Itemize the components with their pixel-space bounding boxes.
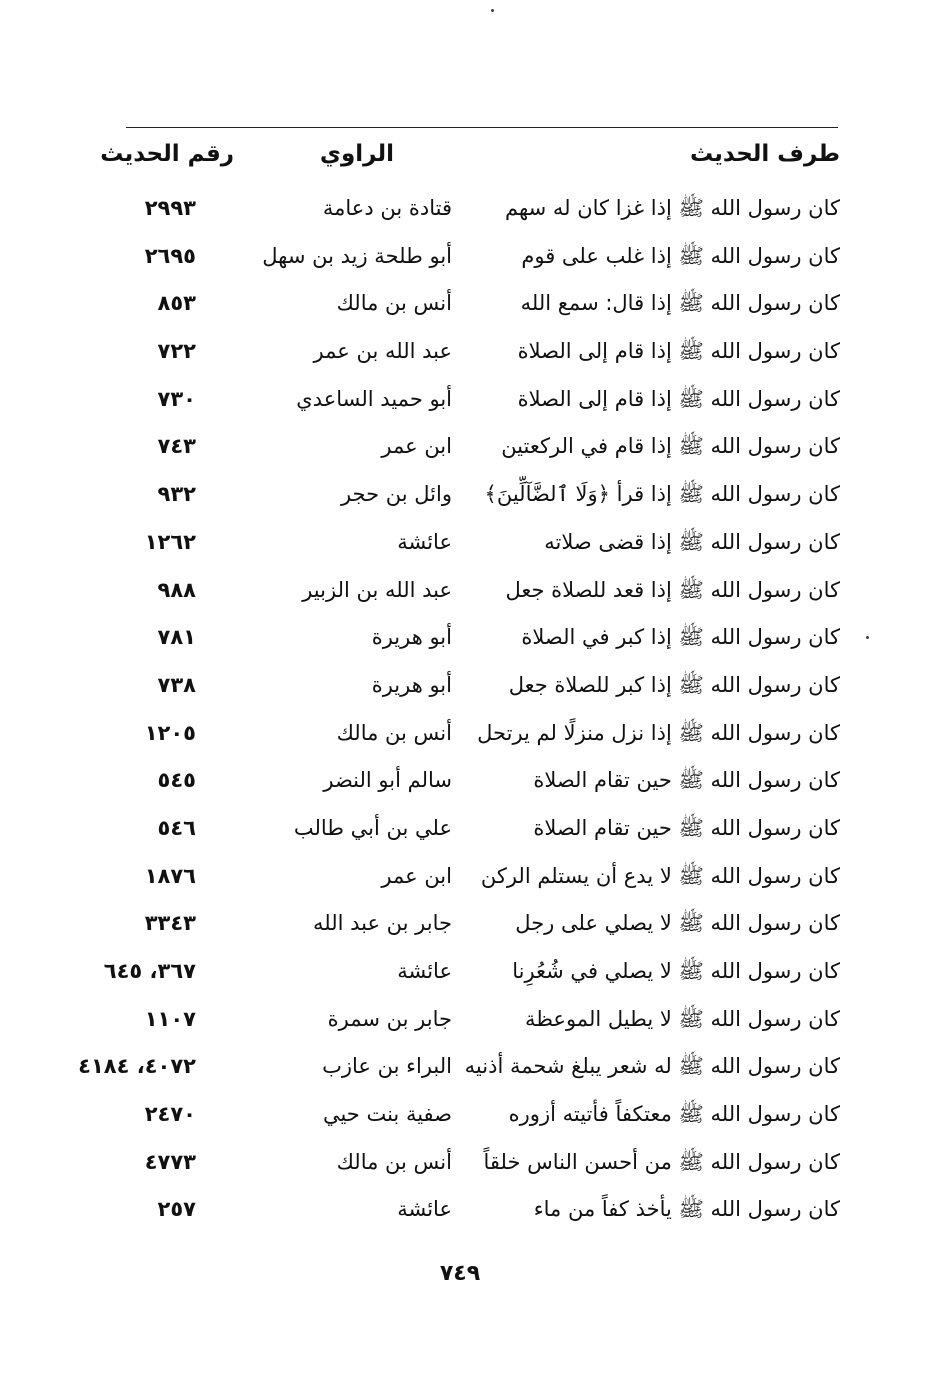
narrator: عائشة (397, 1197, 452, 1222)
hadith-phrase: كان رسول الله ﷺ إذا كبر في الصلاة (521, 625, 840, 650)
hadith-number: ٤٠٧٢، ٤١٨٤ (78, 1054, 196, 1079)
hadith-number: ٢٥٧ (157, 1197, 196, 1222)
hadith-number: ٥٤٥ (157, 768, 196, 793)
hadith-number: ٢٤٧٠ (144, 1102, 196, 1127)
narrator: أنس بن مالك (336, 720, 452, 745)
hadith-number: ١٨٧٦ (144, 863, 196, 888)
table-row (120, 329, 840, 377)
table-row (120, 1140, 840, 1188)
narrator: عبد الله بن عمر (313, 339, 452, 364)
table-row (103, 949, 840, 997)
hadith-phrase: كان رسول الله ﷺ إذا نزل منزلًا لم يرتحل (477, 720, 840, 745)
hadith-number: ٩٨٨ (157, 577, 196, 602)
table-row (120, 758, 840, 806)
hadith-number: ١١٠٧ (144, 1006, 196, 1031)
table-row (120, 663, 840, 711)
hadith-phrase: كان رسول الله ﷺ إذا غلب على قوم (521, 243, 840, 268)
table-row (120, 854, 840, 902)
table-row (120, 711, 840, 759)
narrator: سالم أبو النضر (323, 768, 452, 793)
hadith-phrase: كان رسول الله ﷺ لا يطيل الموعظة (524, 1006, 840, 1031)
column-header-phrase: طرف الحديث (689, 141, 840, 167)
narrator: جابر بن سمرة (327, 1006, 452, 1031)
hadith-phrase: كان رسول الله ﷺ إذا قام إلى الصلاة (517, 386, 840, 411)
narrator: قتادة بن دعامة (322, 196, 452, 220)
table-row (120, 806, 840, 854)
hadith-phrase: كان رسول الله ﷺ له شعر يبلغ شحمة أذنيه (464, 1054, 840, 1079)
narrator: صفية بنت حيي (322, 1102, 452, 1127)
hadith-number: ٨٥٣ (157, 291, 196, 316)
hadith-phrase: كان رسول الله ﷺ لا يصلي في شُعُرِنا (512, 959, 840, 983)
narrator: البراء بن عازب (322, 1054, 452, 1079)
narrator: ابن عمر (381, 863, 452, 888)
table-row (120, 234, 840, 282)
narrator: جابر بن عبد الله (312, 911, 452, 936)
hadith-number: ٢٦٩٥ (144, 243, 196, 268)
hadith-phrase: كان رسول الله ﷺ إذا قعد للصلاة جعل (505, 577, 840, 602)
hadith-phrase: كان رسول الله ﷺ لا يصلي على رجل (515, 911, 840, 936)
table-row (120, 1092, 840, 1140)
margin-dot (866, 636, 869, 639)
table-row (120, 281, 840, 329)
hadith-phrase: كان رسول الله ﷺ إذا قال: سمع الله (520, 291, 840, 316)
hadith-phrase: كان رسول الله ﷺ حين تقام الصلاة (533, 768, 840, 793)
hadith-number: ٧٢٢ (157, 339, 196, 364)
narrator: ابن عمر (381, 434, 452, 459)
hadith-phrase: كان رسول الله ﷺ إذا قام في الركعتين (501, 434, 840, 459)
hadith-index-table (78, 186, 840, 1235)
hadith-number: ١٢٦٢ (144, 529, 196, 554)
hadith-phrase: كان رسول الله ﷺ معتكفاً فأتيته أزوره (508, 1102, 840, 1127)
hadith-number: ٤٧٧٣ (144, 1149, 196, 1174)
hadith-number: ٧٨١ (157, 625, 196, 650)
table-row (120, 472, 840, 520)
table-row (120, 424, 840, 472)
table-row (120, 568, 840, 616)
table-row (120, 1187, 840, 1235)
hadith-phrase: كان رسول الله ﷺ إذا غزا كان له سهم (504, 196, 840, 220)
narrator: وائل بن حجر (340, 482, 452, 507)
hadith-number: ٩٣٢ (157, 482, 196, 507)
narrator: أنس بن مالك (336, 291, 452, 316)
table-row (120, 186, 840, 234)
narrator: أبو هريرة (371, 672, 452, 697)
narrator: علي بن أبي طالب (293, 815, 452, 840)
table-row (78, 1044, 840, 1092)
narrator: أنس بن مالك (336, 1149, 452, 1174)
table-row (120, 377, 840, 425)
hadith-phrase: كان رسول الله ﷺ حين تقام الصلاة (533, 815, 840, 840)
margin-dot (491, 9, 494, 12)
hadith-phrase: كان رسول الله ﷺ إذا كبر للصلاة جعل (508, 672, 840, 697)
table-row (120, 997, 840, 1045)
page-number: ٧٤٩ (439, 1261, 481, 1286)
hadith-phrase: كان رسول الله ﷺ يأخذ كفاً من ماء (533, 1197, 840, 1222)
narrator: أبو طلحة زيد بن سهل (262, 243, 452, 268)
hadith-number: ٧٣٨ (157, 672, 196, 697)
table-row (120, 901, 840, 949)
narrator: عائشة (397, 959, 452, 983)
table-row (120, 520, 840, 568)
header-rule (126, 127, 838, 128)
hadith-phrase: كان رسول الله ﷺ إذا قضى صلاته (544, 529, 840, 554)
table-row (120, 615, 840, 663)
hadith-phrase: كان رسول الله ﷺ إذا قرأ ﴿وَلَا ٱلضَّآلِّينَ﴾ (484, 482, 840, 507)
hadith-phrase: كان رسول الله ﷺ إذا قام إلى الصلاة (517, 339, 840, 364)
hadith-number: ٥٤٦ (157, 815, 196, 840)
hadith-number: ٧٤٣ (157, 434, 196, 459)
hadith-number: ٧٣٠ (157, 386, 196, 411)
hadith-phrase: كان رسول الله ﷺ من أحسن الناس خلقاً (483, 1149, 840, 1174)
narrator: عبد الله بن الزبير (302, 577, 452, 602)
hadith-number: ٣٦٧، ٦٤٥ (103, 959, 196, 983)
hadith-number: ١٢٠٥ (144, 720, 196, 745)
narrator: أبو حميد الساعدي (296, 386, 452, 411)
column-header-number: رقم الحديث (100, 141, 234, 167)
hadith-phrase: كان رسول الله ﷺ لا يدع أن يستلم الركن (480, 863, 840, 888)
narrator: عائشة (397, 529, 452, 554)
hadith-number: ٢٩٩٣ (144, 196, 196, 220)
narrator: أبو هريرة (371, 625, 452, 650)
hadith-number: ٣٣٤٣ (144, 911, 196, 936)
column-header-narrator: الراوي (319, 141, 394, 167)
table-header (100, 136, 840, 174)
